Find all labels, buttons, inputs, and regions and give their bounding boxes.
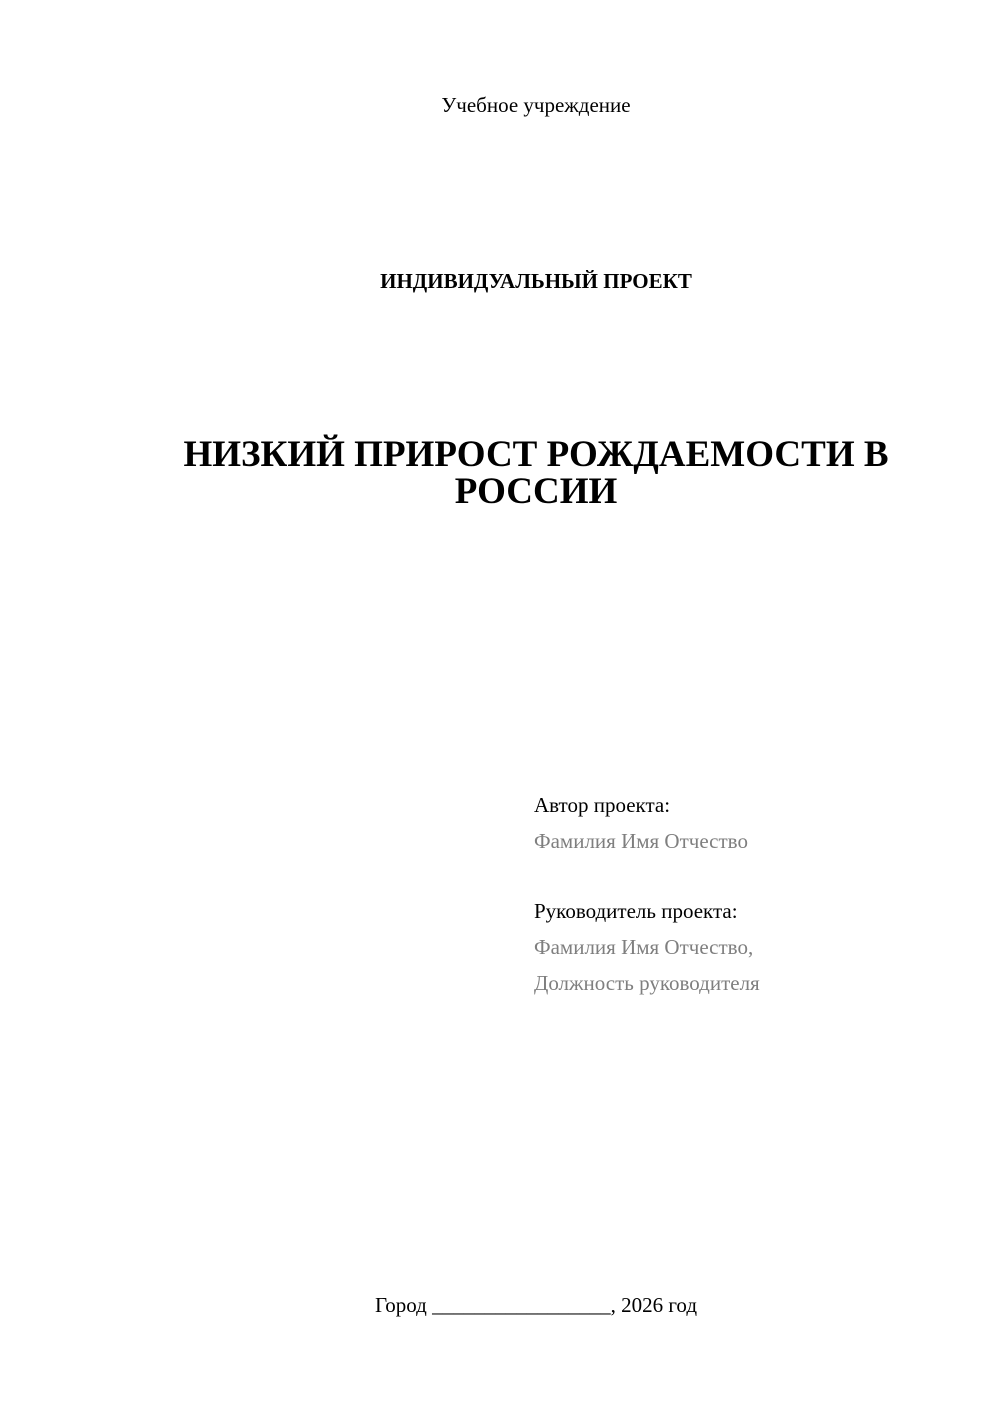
document-type: ИНДИВИДУАЛЬНЫЙ ПРОЕКТ bbox=[380, 269, 692, 293]
year-text: , 2026 год bbox=[610, 1293, 698, 1317]
supervisor-name: Фамилия Имя Отчество, bbox=[534, 935, 754, 959]
credits-block bbox=[534, 787, 974, 1001]
city-year-line bbox=[0, 1291, 1000, 1319]
city-blank: _________________ bbox=[432, 1293, 611, 1317]
supervisor-label: Руководитель проекта: bbox=[534, 899, 738, 923]
project-title-line-2: РОССИИ bbox=[454, 471, 618, 512]
institution-name: Учебное учреждение bbox=[441, 93, 631, 117]
author-label: Автор проекта: bbox=[534, 793, 671, 817]
city-label: Город bbox=[374, 1293, 427, 1317]
supervisor-position: Должность руководителя bbox=[534, 971, 760, 995]
project-title bbox=[120, 436, 952, 510]
credits-spacer bbox=[534, 859, 974, 893]
project-title-line-1: НИЗКИЙ ПРИРОСТ РОЖДАЕМОСТИ В bbox=[183, 434, 889, 475]
author-name: Фамилия Имя Отчество bbox=[534, 829, 748, 853]
